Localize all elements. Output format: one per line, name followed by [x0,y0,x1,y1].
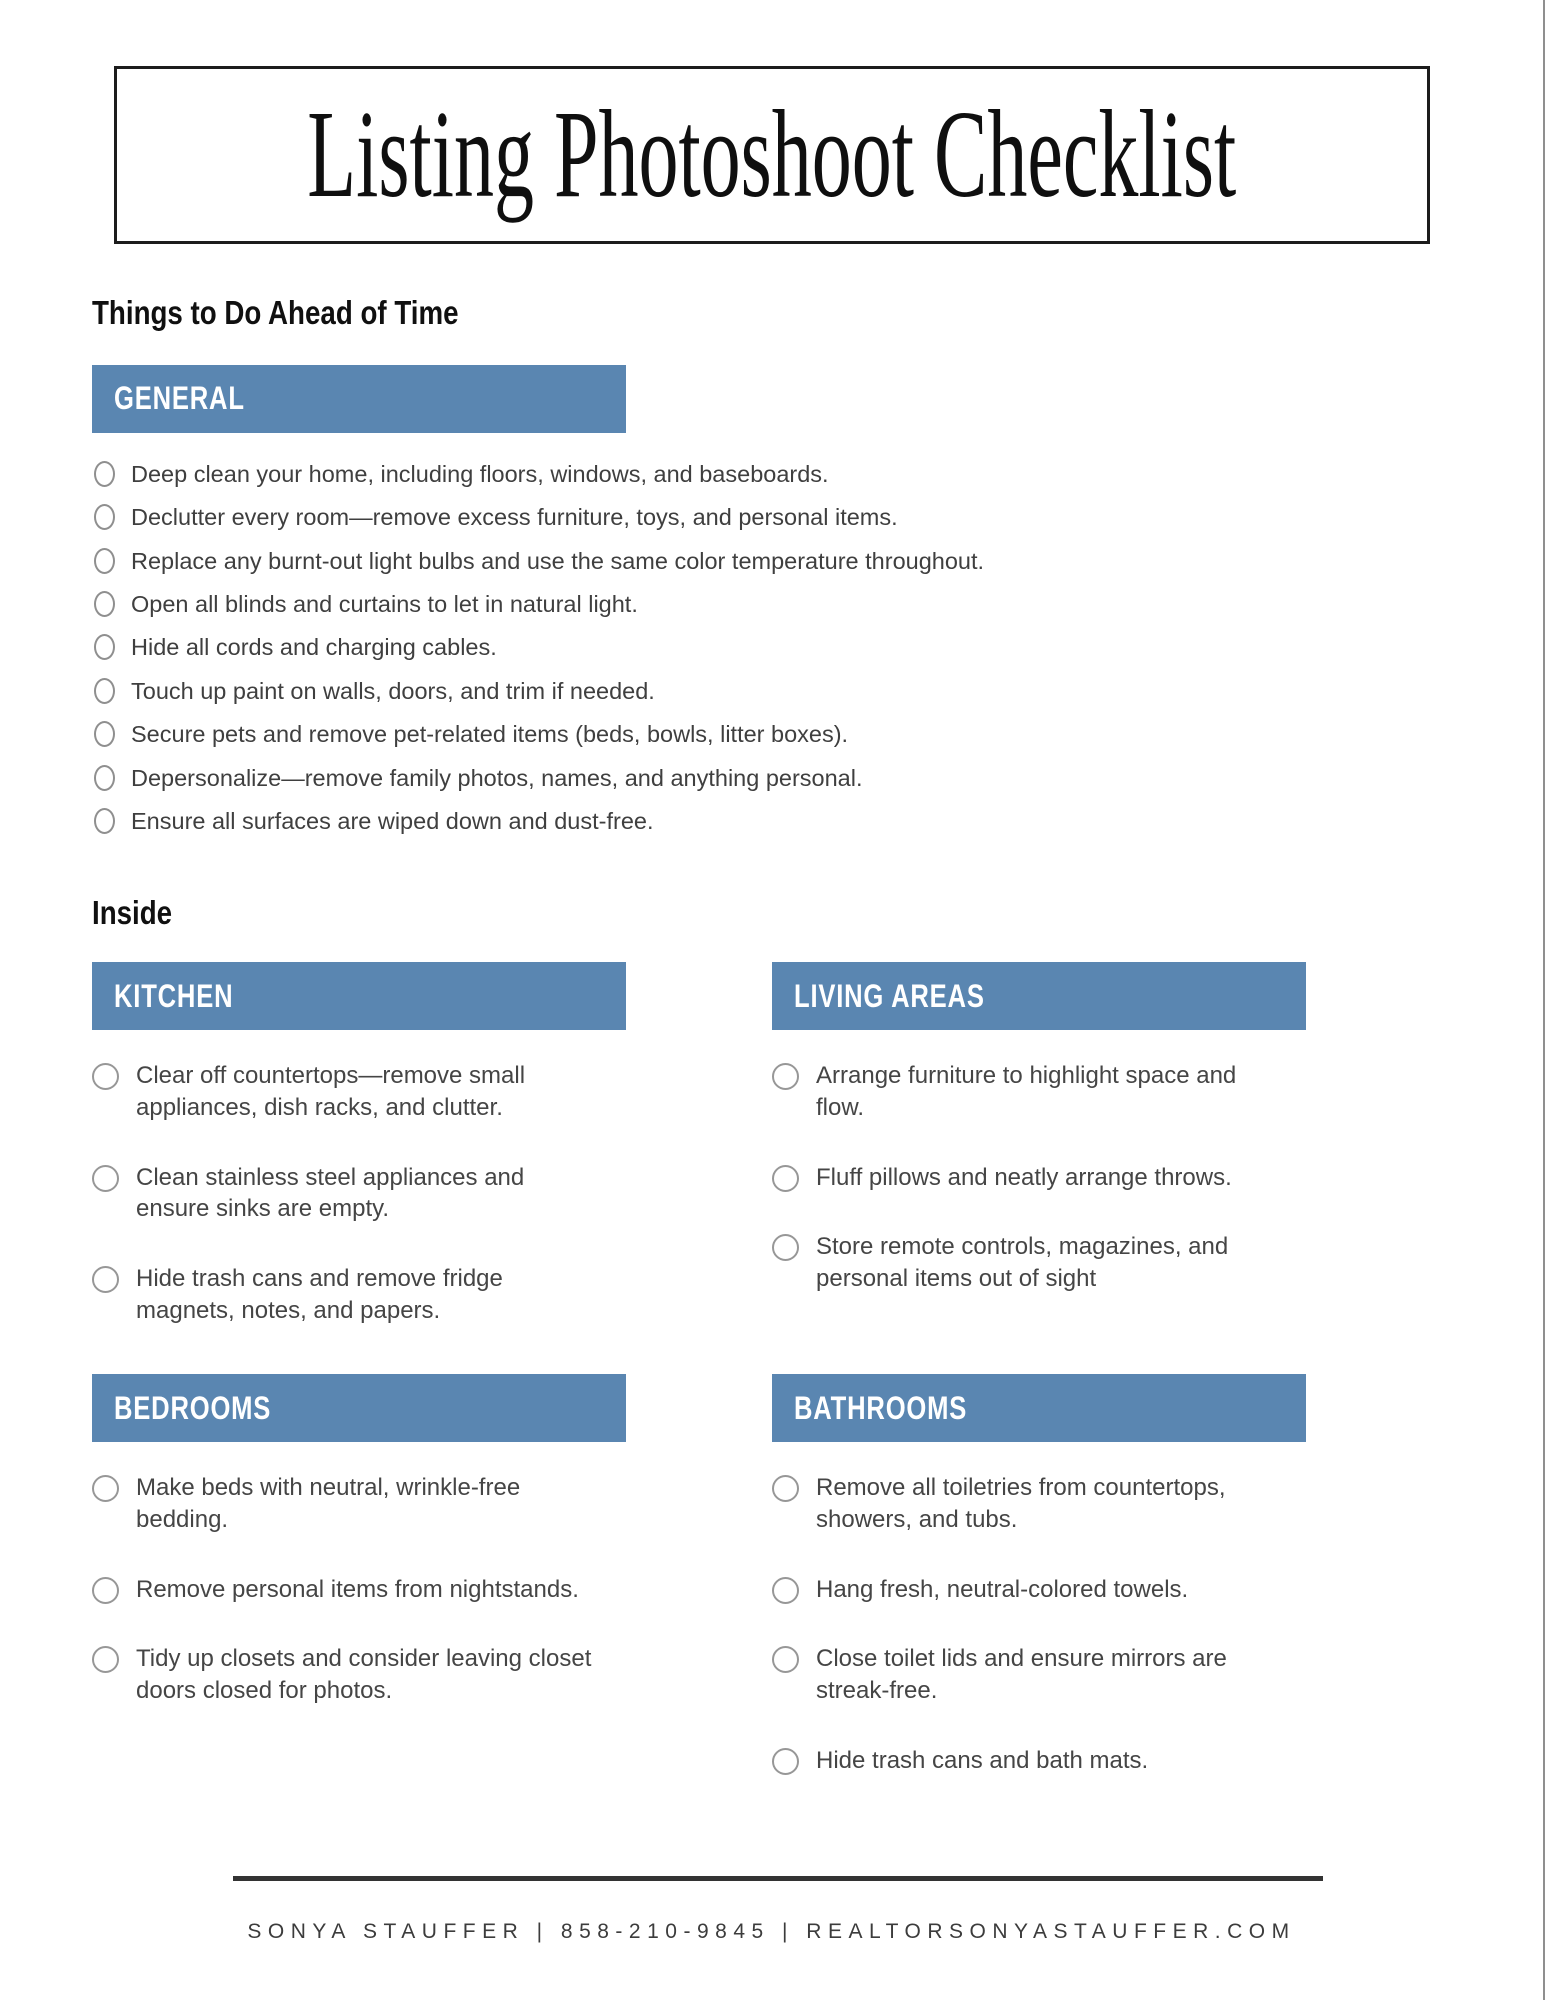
checklist-item-text: Tidy up closets and consider leaving closet doors closed for photos. [136,1645,592,1704]
kitchen-section-header [92,962,626,1030]
living-areas-section-label: LIVING AREAS [794,977,985,1014]
checklist-item [92,1643,626,1706]
checklist-item [94,677,1543,706]
checkbox-circle[interactable] [94,678,115,704]
checkbox-circle[interactable] [772,1234,799,1261]
bedrooms-section-header [92,1374,626,1442]
checklist-item-text: Declutter every room—remove excess furniture, toys, and personal items. [131,504,898,531]
checklist-item-text: Replace any burnt-out light bulbs and use the same color temperature throughout. [131,547,985,574]
bathrooms-column [772,1374,1306,1776]
checklist-item [772,1745,1306,1777]
checklist-item-text: Secure pets and remove pet-related items (beds, bowls, litter boxes). [131,721,849,748]
checklist-item-text: Open all blinds and curtains to let in natural light. [131,591,638,618]
checklist-item [92,1060,626,1123]
checklist-item-text: Hide trash cans and bath mats. [816,1746,1149,1774]
bedrooms-section-label: BEDROOMS [114,1389,272,1426]
checklist-item-text: Store remote controls, magazines, and personal items out of sight [816,1233,1229,1292]
title-box [114,66,1430,244]
checklist-item-text: Touch up paint on walls, doors, and trim if needed. [131,677,655,704]
checkbox-circle[interactable] [772,1577,799,1604]
checklist-item-text: Remove all toiletries from countertops, showers, and tubs. [816,1474,1226,1533]
checklist-item [772,1472,1306,1535]
checklist-item [94,807,1543,836]
footer-divider [233,1876,1323,1881]
columns-row-2 [92,1374,1543,1776]
checklist-item [92,1472,626,1535]
kitchen-section-label: KITCHEN [114,977,234,1014]
checklist-item-text: Arrange furniture to highlight space and flow. [816,1062,1237,1121]
checkbox-circle[interactable] [94,634,115,660]
checklist-item [94,764,1543,793]
columns-row-1 [92,962,1543,1326]
checklist-item-text: Close toilet lids and ensure mirrors are streak-free. [816,1645,1227,1704]
checkbox-circle[interactable] [772,1063,799,1090]
living-areas-column [772,962,1306,1326]
checklist-item [772,1060,1306,1123]
living-areas-checklist [772,1060,1306,1294]
checkbox-circle[interactable] [94,461,115,487]
bedrooms-checklist [92,1472,626,1706]
bathrooms-section-label: BATHROOMS [794,1389,968,1426]
general-checklist [94,460,1543,836]
checklist-item [92,1162,626,1225]
checklist-item [94,633,1543,662]
checklist-item-text: Depersonalize—remove family photos, names, and anything personal. [131,764,863,791]
kitchen-column [92,962,626,1326]
checkbox-circle[interactable] [94,548,115,574]
page-title: Listing Photoshoot Checklist [307,85,1236,224]
bathrooms-section-header [772,1374,1306,1442]
checklist-item-text: Hide trash cans and remove fridge magnets, notes, and papers. [136,1264,503,1324]
checklist-item [94,590,1543,619]
checkbox-circle[interactable] [92,1577,119,1604]
checklist-item-text: Deep clean your home, including floors, windows, and baseboards. [131,460,829,487]
checkbox-circle[interactable] [772,1748,799,1775]
living-areas-section-header [772,962,1306,1030]
checklist-item [772,1231,1306,1294]
checkbox-circle[interactable] [92,1266,119,1293]
checkbox-circle[interactable] [94,808,115,834]
checkbox-circle[interactable] [772,1165,799,1192]
checklist-item [94,460,1543,489]
checkbox-circle[interactable] [92,1165,119,1192]
heading-ahead-of-time: Things to Do Ahead of Time [92,294,459,331]
kitchen-checklist [92,1060,626,1326]
checklist-item-text: Remove personal items from nightstands. [136,1575,579,1603]
checklist-item-text: Hang fresh, neutral-colored towels. [816,1575,1189,1603]
checklist-item [772,1643,1306,1706]
checkbox-circle[interactable] [772,1646,799,1673]
footer-contact: SONYA STAUFFER | 858-210-9845 | REALTORSONYASTAUFFER.COM [247,1920,1296,1943]
checkbox-circle[interactable] [94,591,115,617]
checklist-item-text: Ensure all surfaces are wiped down and dust-free. [131,807,654,834]
checkbox-circle[interactable] [92,1646,119,1673]
general-section-label: GENERAL [114,380,245,417]
checklist-item-text: Fluff pillows and neatly arrange throws. [816,1163,1232,1191]
checkbox-circle[interactable] [92,1063,119,1090]
checklist-item [772,1574,1306,1606]
checkbox-circle[interactable] [92,1475,119,1502]
checklist-item [772,1162,1306,1194]
checklist-item [94,720,1543,749]
general-section-header [92,365,626,433]
checklist-item-text: Hide all cords and charging cables. [131,634,497,661]
checklist-item-text: Clear off countertops—remove small appliances, dish racks, and clutter. [136,1062,526,1121]
checklist-item [94,503,1543,532]
checkbox-circle[interactable] [772,1475,799,1502]
checkbox-circle[interactable] [94,765,115,791]
checklist-item-text: Clean stainless steel appliances and ensure sinks are empty. [136,1163,525,1223]
checkbox-circle[interactable] [94,504,115,530]
bedrooms-column [92,1374,626,1776]
heading-inside: Inside [92,894,173,932]
checklist-item [92,1263,626,1326]
bathrooms-checklist [772,1472,1306,1776]
checklist-item [92,1574,626,1606]
checklist-item [94,547,1543,576]
checklist-item-text: Make beds with neutral, wrinkle-free bedding. [136,1474,521,1533]
checkbox-circle[interactable] [94,721,115,747]
